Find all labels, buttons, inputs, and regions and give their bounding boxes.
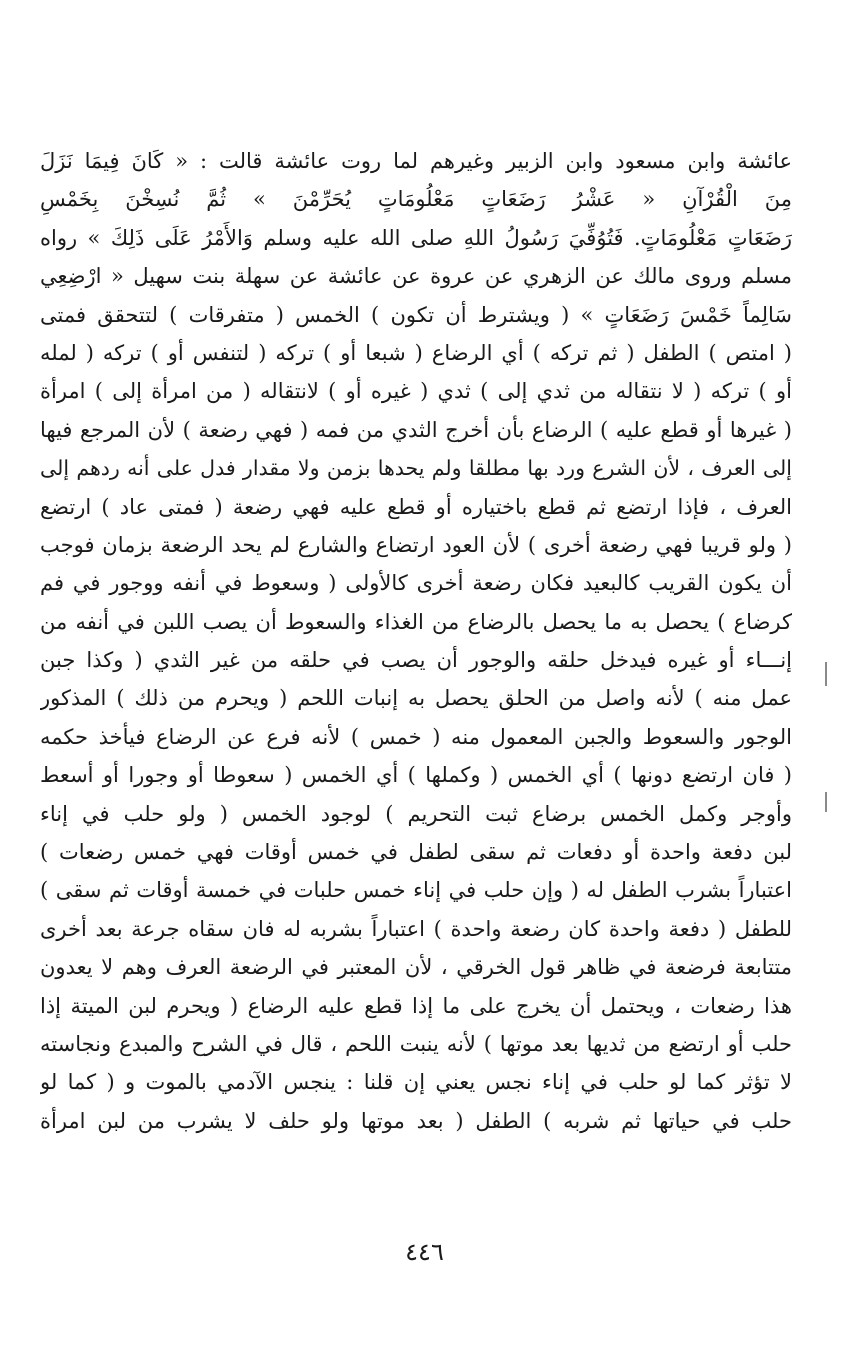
text-line: حلب أو ارتضع من ثديها بعد موتها ) لأنه ينبت اللحم ، قال في الشرح والمبدع ونجاسته xyxy=(40,1031,792,1056)
body-text xyxy=(40,142,792,1140)
text-line: ( غيرها أو قطع عليه ) الرضاع بأن أخرج الثدي من فمه ( فهي رضعة ) لأن المرجع فيها xyxy=(40,417,792,442)
text-line: رَضَعَاتٍ مَعْلُومَاتٍ. فَتُوُفِّيَ رَسُولُ اللهِ صلى الله عليه وسلم وَالأَمْرُ عَلَى ذَلِكَ » رواه xyxy=(40,225,792,250)
text-line: العرف ، فإذا ارتضع ثم قطع باختياره أو قطع عليه فهي رضعة ( فمتى عاد ) ارتضع xyxy=(40,494,792,519)
text-line: الوجور والسعوط والجبن المعمول منه ( خمس ) لأنه فرع عن الرضاع فيأخذ حكمه xyxy=(40,724,792,749)
text-line: لبن دفعة واحدة أو دفعات ثم سقى لطفل في خمس أوقات فهي خمس رضعات ) xyxy=(40,840,792,865)
text-line: إلى العرف ، لأن الشرع ورد بها مطلقا ولم يحدها بزمن ولا مقدار فدل على أنه ردهم إلى xyxy=(40,456,792,481)
text-line: مسلم وروى مالك عن الزهري عن عروة عن عائشة عن سهلة بنت سهيل « ارْضِعِي xyxy=(40,264,792,289)
text-line: ( فان ارتضع دونها ) أي الخمس ( وكملها ) أي الخمس ( سعوطا أو وجورا أو أسعط xyxy=(40,763,792,788)
text-line: سَالِماً خَمْسَ رَضَعَاتٍ » ( ويشترط أن تكون ) الخمس ( متفرقات ) لتتحقق فمتى xyxy=(40,302,792,327)
text-line: لا تؤثر كما لو حلب في إناء نجس يعني إن قلنا : ينجس الآدمي بالموت و ( كما لو xyxy=(40,1070,792,1095)
margin-mark xyxy=(825,792,827,812)
text-line: حلب في حياتها ثم شربه ) الطفل ( بعد موتها ولو حلف لا يشرب من لبن امرأة xyxy=(40,1108,792,1133)
text-line: أن يكون القريب كالبعيد فكان رضعة أخرى كالأولى ( وسعوط في أنفه ووجور في فم xyxy=(40,571,792,596)
margin-mark xyxy=(825,662,827,686)
text-line: إنـــاء أو غيره فيدخل حلقه والوجور أن يصب في حلقه من غير الثدي ( وكذا جبن xyxy=(40,648,792,673)
text-line: عمل منه ) لأنه واصل من الحلق يحصل به إنبات اللحم ( ويحرم من ذلك ) المذكور xyxy=(40,686,792,711)
text-line: ( امتص ) الطفل ( ثم تركه ) أي الرضاع ( شبعا أو ) تركه ( لتنفس أو ) تركه ( لمله xyxy=(40,340,792,365)
text-line: اعتباراً بشرب الطفل له ( وإن حلب في إناء خمس حلبات في خمسة أوقات ثم سقى ) xyxy=(40,878,792,903)
text-line: متتابعة فرضعة في ظاهر قول الخرقي ، لأن المعتبر في الرضعة العرف وهم لا يعدون xyxy=(40,955,792,980)
text-line: للطفل ( دفعة واحدة كان رضعة واحدة ) اعتباراً بشربه له فان سقاه جرعة بعد أخرى xyxy=(40,916,792,941)
text-line: مِنَ الْقُرْآنِ « عَشْرُ رَضَعَاتٍ مَعْلُومَاتٍ يُحَرِّمْنَ » ثُمَّ نُسِخْنَ بِخَمْسِ xyxy=(40,187,792,212)
text-line: كرضاع ) يحصل به ما يحصل بالرضاع من الغذاء والسعوط أن يصب اللبن في أنفه من xyxy=(40,609,792,634)
page-number: ٤٤٦ xyxy=(405,1238,444,1266)
text-line: ( ولو قريبا فهي رضعة أخرى ) لأن العود ارتضاع والشارع لم يحد الرضعة بزمان فوجب xyxy=(40,532,792,557)
text-line: عائشة وابن مسعود وابن الزبير وغيرهم لما روت عائشة قالت : « كَانَ فِيمَا نَزَلَ xyxy=(40,149,792,173)
text-line: أو ) تركه ( لا نتقاله من ثدي إلى ) ثدي ( غيره أو ) لانتقاله ( من امرأة إلى ) امرأة xyxy=(40,379,792,404)
text-line: وأوجر وكمل الخمس برضاع ثبت التحريم ) لوجود الخمس ( ولو حلب في إناء xyxy=(40,801,792,826)
text-line: هذا رضعات ، ويحتمل أن يخرج على ما إذا قطع عليه الرضاع ( ويحرم لبن الميتة إذا xyxy=(40,993,792,1018)
